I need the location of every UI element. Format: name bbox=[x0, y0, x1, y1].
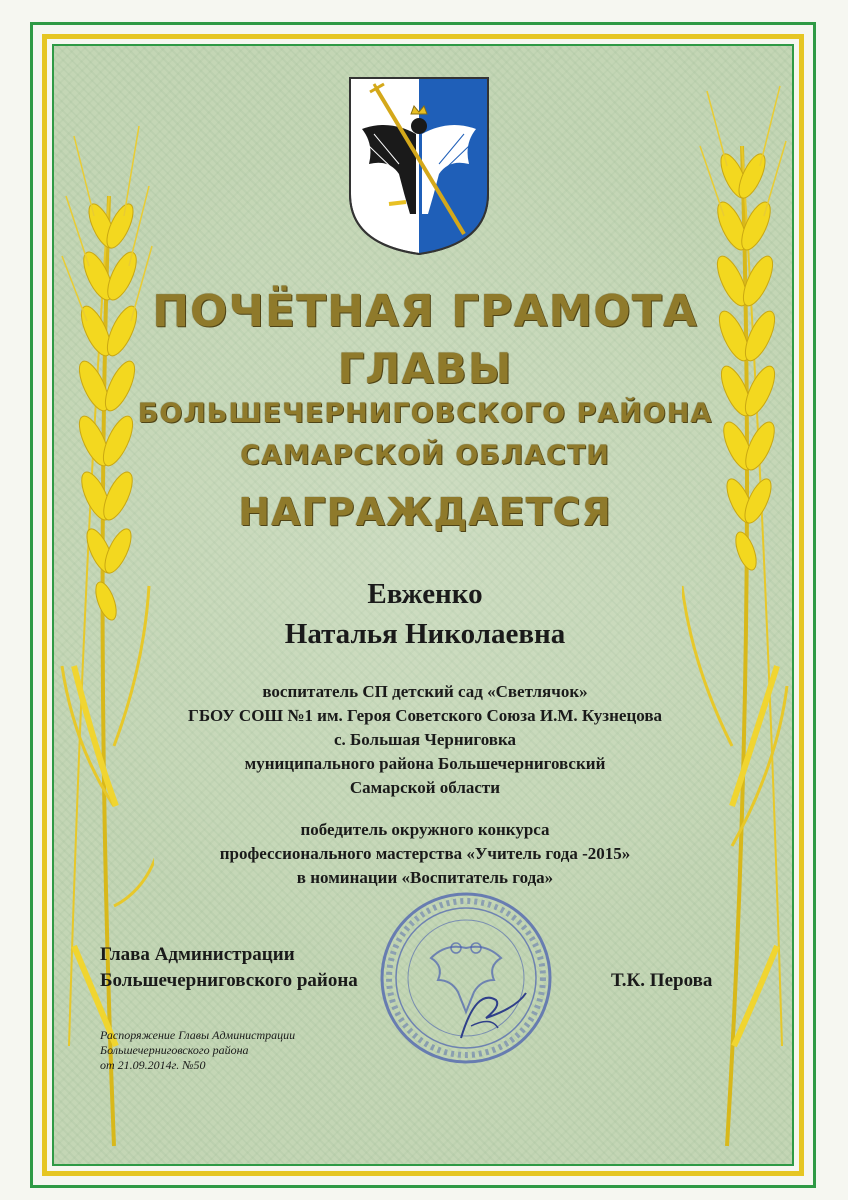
title-line-1: ПОЧЁТНАЯ ГРАМОТА bbox=[152, 286, 698, 337]
position-line: воспитатель СП детский сад «Светлячок» bbox=[262, 682, 588, 701]
title-line-4: САМАРСКОЙ ОБЛАСТИ bbox=[240, 440, 610, 471]
title-line-2: ГЛАВЫ bbox=[337, 344, 513, 393]
position-line: муниципального района Большечерниговский bbox=[244, 754, 606, 773]
achievement-line: профессионального мастерства «Учитель года -2015» bbox=[219, 844, 631, 863]
position-line: с. Большая Черниговка bbox=[333, 730, 517, 749]
awarded-heading: НАГРАЖДАЕТСЯ bbox=[238, 490, 612, 534]
position-line: Самарской области bbox=[349, 778, 501, 797]
certificate-panel bbox=[52, 44, 794, 1166]
achievement-line: в номинации «Воспитатель года» bbox=[296, 868, 554, 887]
coat-of-arms-icon bbox=[344, 74, 494, 256]
achievement-line: победитель окружного конкурса bbox=[300, 820, 550, 839]
order-line-2: Большечерниговского района bbox=[100, 1043, 249, 1057]
recipient-surname: Евженко bbox=[367, 578, 483, 610]
position-line: ГБОУ СОШ №1 им. Героя Советского Союза И.М. Кузнецова bbox=[188, 706, 662, 725]
signatory-title-line-1: Глава Администрации bbox=[100, 944, 295, 965]
title-line-3: БОЛЬШЕЧЕРНИГОВСКОГО РАЙОНА bbox=[137, 398, 713, 429]
signatory-name: Т.К. Перова bbox=[611, 970, 713, 991]
order-line-1: Распоряжение Главы Администрации bbox=[100, 1028, 296, 1042]
official-stamp-icon bbox=[376, 888, 556, 1068]
signatory-title-line-2: Большечерниговского района bbox=[100, 970, 358, 991]
order-line-3: от 21.09.2014г. №50 bbox=[100, 1058, 206, 1072]
recipient-given-names: Наталья Николаевна bbox=[284, 618, 566, 650]
